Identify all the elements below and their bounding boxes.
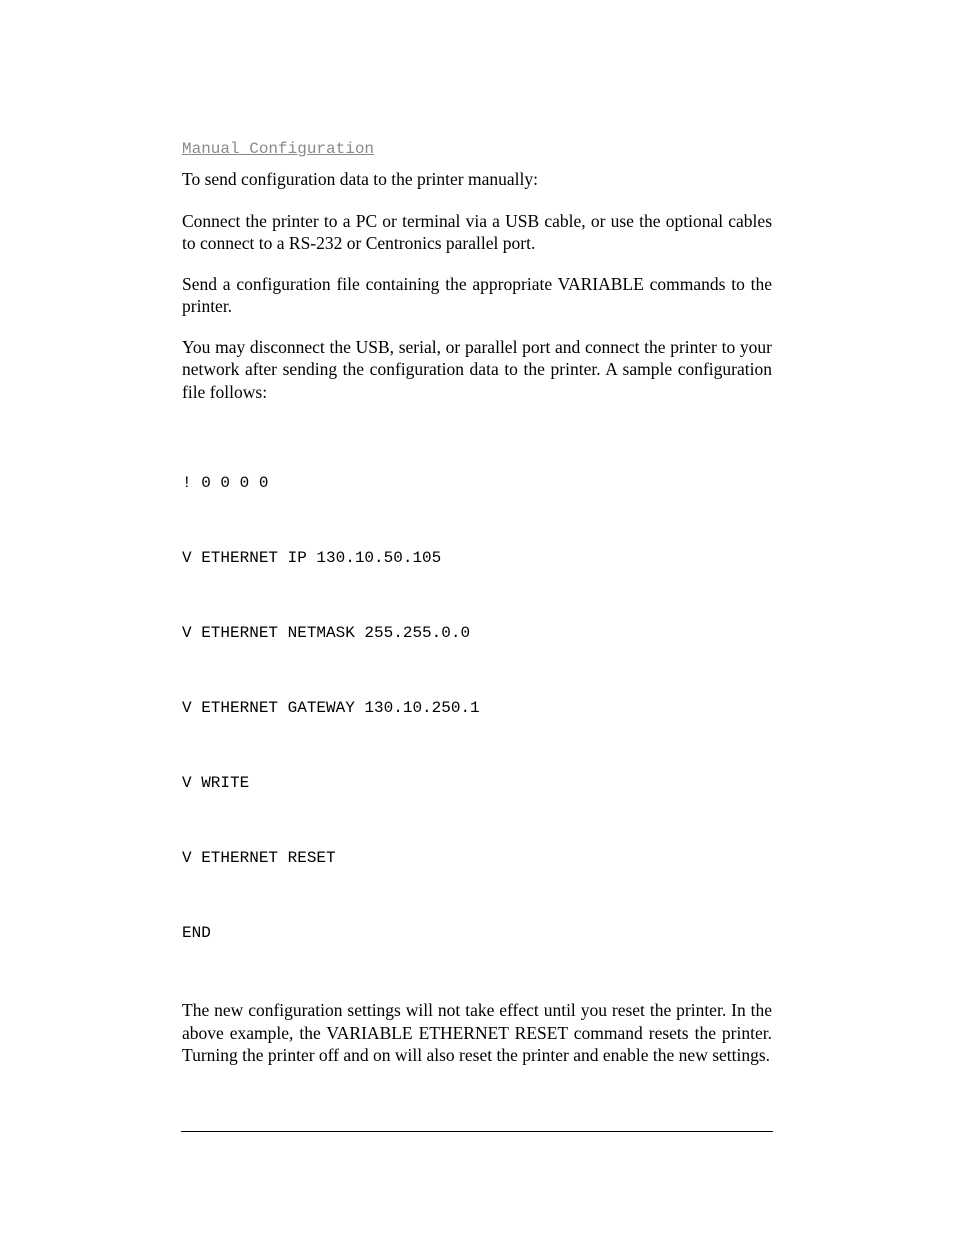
section-heading: Manual Configuration xyxy=(182,140,375,158)
page-content xyxy=(182,138,772,1067)
code-line: V WRITE xyxy=(182,774,250,792)
connect-paragraph: Connect the printer to a PC or terminal via a USB cable, or use the optional cables to connect to a RS-232 or Centronics parallel port. xyxy=(182,210,772,253)
code-line: V ETHERNET IP 130.10.50.105 xyxy=(182,549,442,567)
sample-config-code xyxy=(182,421,772,996)
code-line: V ETHERNET GATEWAY 130.10.250.1 xyxy=(182,699,480,717)
intro-paragraph: To send configuration data to the printer manually: xyxy=(182,169,538,189)
code-line: END xyxy=(182,924,211,942)
code-line: ! 0 0 0 0 xyxy=(182,474,269,492)
disconnect-paragraph: You may disconnect the USB, serial, or parallel port and connect the printer to your network after sending the configuration data to the printer. A sample configuration file follows: xyxy=(182,336,772,402)
send-paragraph: Send a configuration file containing the appropriate VARIABLE commands to the printer. xyxy=(182,273,772,316)
footer-divider xyxy=(181,1131,773,1132)
code-line: V ETHERNET RESET xyxy=(182,849,336,867)
settings-paragraph: The new configuration settings will not take effect until you reset the printer. In the above example, the VARIABLE ETHERNET RESET command resets the printer. Turning the printer off and on will also reset the printer and enable the new settings. xyxy=(182,1000,772,1065)
code-line: V ETHERNET NETMASK 255.255.0.0 xyxy=(182,624,471,642)
